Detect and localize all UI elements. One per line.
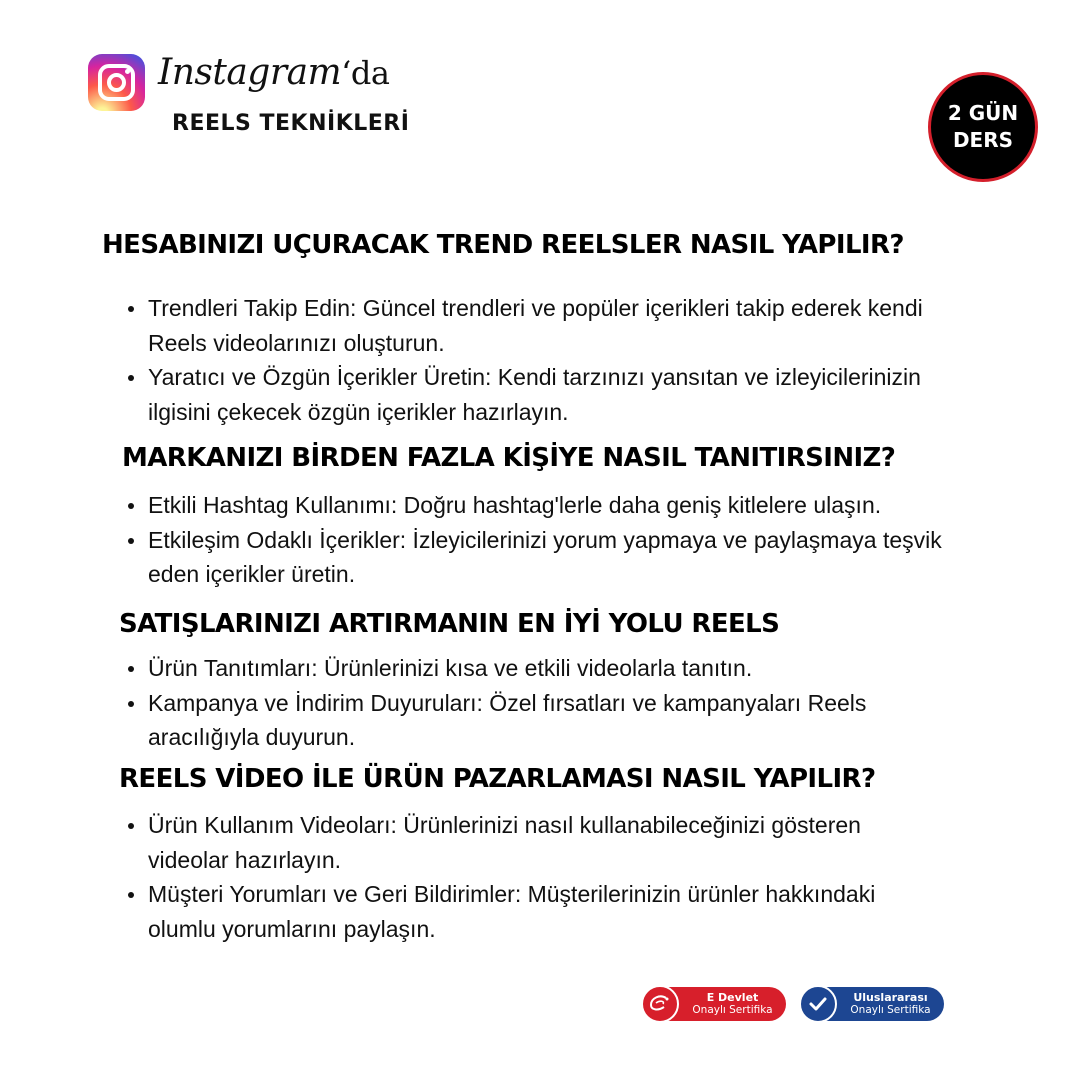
cert-line2: Onaylı Sertifika [850, 1004, 931, 1016]
list-item: Etkileşim Odaklı İçerikler: İzleyicilerinizi yorum yapmaya ve paylaşmaya teşvik eden içerikler üretin. [124, 523, 954, 592]
brand-script-text: Instagram [158, 52, 342, 93]
cert-line1: E Devlet [706, 991, 759, 1004]
duration-badge-line2: DERS [952, 128, 1014, 152]
list-item: Ürün Kullanım Videoları: Ürünlerinizi nasıl kullanabileceğinizi gösteren videolar hazırlayın. [124, 808, 944, 877]
section-title: SATIŞLARINIZI ARTIRMANIN EN İYİ YOLU REELS [119, 609, 780, 639]
brand-suffix: ‘da [341, 54, 390, 92]
bullet-list [124, 651, 934, 755]
bullet-list [124, 808, 944, 946]
brand-title [158, 52, 389, 93]
edevlet-certificate-badge [643, 987, 786, 1021]
instagram-logo-icon [88, 54, 145, 111]
page-subtitle: REELS TEKNİKLERİ [172, 111, 410, 136]
list-item: Kampanya ve İndirim Duyuruları: Özel fırsatları ve kampanyaları Reels aracılığıyla duyurun. [124, 686, 934, 755]
bullet-list [124, 488, 954, 592]
cert-line1: Uluslararası [853, 991, 928, 1004]
section-title: HESABINIZI UÇURACAK TREND REELSLER NASIL YAPILIR? [102, 230, 904, 260]
international-certificate-badge [801, 987, 944, 1021]
list-item: Etkili Hashtag Kullanımı: Doğru hashtag'lerle daha geniş kitlelere ulaşın. [124, 488, 954, 523]
section-title: MARKANIZI BİRDEN FAZLA KİŞİYE NASIL TANITIRSINIZ? [122, 443, 896, 473]
cert-line2: Onaylı Sertifika [692, 1004, 773, 1016]
edevlet-seal-icon [641, 985, 679, 1023]
list-item: Müşteri Yorumları ve Geri Bildirimler: Müşterilerinizin ürünler hakkındaki olumlu yorumlarını paylaşın. [124, 877, 944, 946]
bullet-list [124, 291, 944, 429]
section-title: REELS VİDEO İLE ÜRÜN PAZARLAMASI NASIL YAPILIR? [119, 764, 876, 794]
checkmark-icon [799, 985, 837, 1023]
list-item: Trendleri Takip Edin: Güncel trendleri ve popüler içerikleri takip ederek kendi Reels videolarınızı oluşturun. [124, 291, 944, 360]
list-item: Ürün Tanıtımları: Ürünlerinizi kısa ve etkili videolarla tanıtın. [124, 651, 934, 686]
duration-badge-line1: 2 GÜN [947, 101, 1019, 125]
list-item: Yaratıcı ve Özgün İçerikler Üretin: Kendi tarzınızı yansıtan ve izleyicilerinizin ilgisini çekecek özgün içerikler hazırlayın. [124, 360, 944, 429]
duration-badge [928, 72, 1038, 182]
